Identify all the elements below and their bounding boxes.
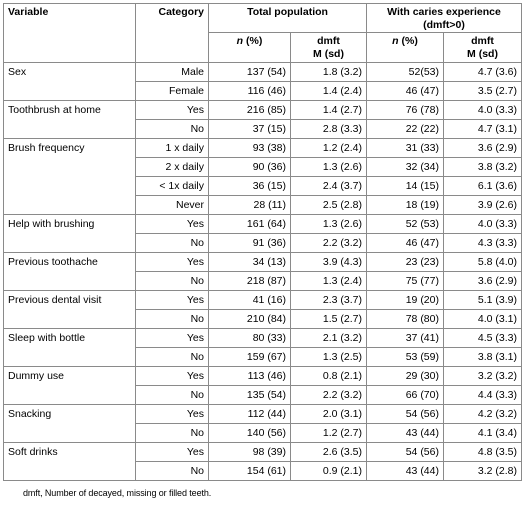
n-caries-cell: 32 (34) xyxy=(367,158,444,177)
category-cell: < 1x daily xyxy=(136,177,209,196)
header-n-total xyxy=(209,33,291,63)
header-total-population: Total population xyxy=(209,4,367,33)
header-n-caries xyxy=(367,33,444,63)
category-cell: Yes xyxy=(136,101,209,120)
table-container xyxy=(3,3,522,498)
dmft-total-cell: 2.4 (3.7) xyxy=(291,177,367,196)
table-row xyxy=(4,367,522,386)
msd-label: M (sd) xyxy=(313,48,344,60)
dmft-label: dmft xyxy=(471,35,494,47)
dmft-caries-cell: 5.1 (3.9) xyxy=(444,291,522,310)
dmft-total-cell: 2.8 (3.3) xyxy=(291,120,367,139)
variable-cell: Sex xyxy=(4,63,136,101)
category-cell: No xyxy=(136,234,209,253)
n-total-cell: 34 (13) xyxy=(209,253,291,272)
table-row xyxy=(4,329,522,348)
table-row xyxy=(4,443,522,462)
n-total-cell: 216 (85) xyxy=(209,101,291,120)
table-header xyxy=(4,4,522,63)
dmft-caries-cell: 4.0 (3.3) xyxy=(444,215,522,234)
data-table xyxy=(3,3,522,481)
n-caries-cell: 52 (53) xyxy=(367,215,444,234)
n-total-cell: 161 (64) xyxy=(209,215,291,234)
variable-cell: Soft drinks xyxy=(4,443,136,481)
dmft-caries-cell: 4.8 (3.5) xyxy=(444,443,522,462)
dmft-total-cell: 1.5 (2.7) xyxy=(291,310,367,329)
header-dmft-caries xyxy=(444,33,522,63)
dmft-caries-cell: 4.1 (3.4) xyxy=(444,424,522,443)
n-caries-cell: 46 (47) xyxy=(367,234,444,253)
dmft-total-cell: 2.6 (3.5) xyxy=(291,443,367,462)
category-cell: 1 x daily xyxy=(136,139,209,158)
n-total-cell: 218 (87) xyxy=(209,272,291,291)
dmft-caries-cell: 3.2 (3.2) xyxy=(444,367,522,386)
n-total-cell: 154 (61) xyxy=(209,462,291,481)
table-row xyxy=(4,63,522,82)
category-cell: No xyxy=(136,424,209,443)
category-cell: No xyxy=(136,310,209,329)
dmft-caries-cell: 4.0 (3.3) xyxy=(444,101,522,120)
n-caries-cell: 78 (80) xyxy=(367,310,444,329)
header-category: Category xyxy=(136,4,209,63)
n-caries-cell: 37 (41) xyxy=(367,329,444,348)
n-caries-cell: 23 (23) xyxy=(367,253,444,272)
table-row xyxy=(4,139,522,158)
dmft-total-cell: 1.3 (2.6) xyxy=(291,158,367,177)
dmft-caries-cell: 3.8 (3.1) xyxy=(444,348,522,367)
dmft-total-cell: 1.4 (2.7) xyxy=(291,101,367,120)
dmft-label: dmft xyxy=(317,35,340,47)
dmft-caries-cell: 3.5 (2.7) xyxy=(444,82,522,101)
header-caries-line2: (dmft>0) xyxy=(423,19,465,31)
dmft-total-cell: 1.4 (2.4) xyxy=(291,82,367,101)
n-total-cell: 90 (36) xyxy=(209,158,291,177)
header-row-1 xyxy=(4,4,522,33)
dmft-caries-cell: 4.5 (3.3) xyxy=(444,329,522,348)
variable-cell: Previous dental visit xyxy=(4,291,136,329)
n-total-cell: 41 (16) xyxy=(209,291,291,310)
variable-cell: Brush frequency xyxy=(4,139,136,215)
header-caries-line1: With caries experience xyxy=(387,6,501,18)
n-total-cell: 37 (15) xyxy=(209,120,291,139)
table-row xyxy=(4,253,522,272)
dmft-total-cell: 1.8 (3.2) xyxy=(291,63,367,82)
n-total-cell: 137 (54) xyxy=(209,63,291,82)
dmft-caries-cell: 4.3 (3.3) xyxy=(444,234,522,253)
n-caries-cell: 43 (44) xyxy=(367,424,444,443)
dmft-total-cell: 1.2 (2.4) xyxy=(291,139,367,158)
n-caries-cell: 76 (78) xyxy=(367,101,444,120)
dmft-total-cell: 2.1 (3.2) xyxy=(291,329,367,348)
n-italic: n xyxy=(236,35,244,47)
category-cell: Female xyxy=(136,82,209,101)
n-caries-cell: 75 (77) xyxy=(367,272,444,291)
n-total-cell: 28 (11) xyxy=(209,196,291,215)
n-caries-cell: 14 (15) xyxy=(367,177,444,196)
n-total-cell: 159 (67) xyxy=(209,348,291,367)
variable-cell: Previous toothache xyxy=(4,253,136,291)
dmft-total-cell: 1.3 (2.4) xyxy=(291,272,367,291)
dmft-caries-cell: 3.6 (2.9) xyxy=(444,139,522,158)
dmft-caries-cell: 6.1 (3.6) xyxy=(444,177,522,196)
n-suffix: (%) xyxy=(398,35,418,47)
dmft-caries-cell: 4.7 (3.1) xyxy=(444,120,522,139)
dmft-total-cell: 0.9 (2.1) xyxy=(291,462,367,481)
dmft-total-cell: 1.3 (2.6) xyxy=(291,215,367,234)
n-total-cell: 135 (54) xyxy=(209,386,291,405)
n-total-cell: 116 (46) xyxy=(209,82,291,101)
n-caries-cell: 18 (19) xyxy=(367,196,444,215)
header-dmft-total xyxy=(291,33,367,63)
n-total-cell: 98 (39) xyxy=(209,443,291,462)
n-total-cell: 140 (56) xyxy=(209,424,291,443)
header-caries-experience xyxy=(367,4,522,33)
dmft-total-cell: 1.2 (2.7) xyxy=(291,424,367,443)
n-caries-cell: 19 (20) xyxy=(367,291,444,310)
n-total-cell: 36 (15) xyxy=(209,177,291,196)
n-caries-cell: 29 (30) xyxy=(367,367,444,386)
table-body xyxy=(4,63,522,481)
variable-cell: Help with brushing xyxy=(4,215,136,253)
table-row xyxy=(4,101,522,120)
dmft-caries-cell: 4.4 (3.3) xyxy=(444,386,522,405)
n-caries-cell: 54 (56) xyxy=(367,405,444,424)
dmft-caries-cell: 5.8 (4.0) xyxy=(444,253,522,272)
category-cell: No xyxy=(136,348,209,367)
table-row xyxy=(4,215,522,234)
dmft-caries-cell: 3.8 (3.2) xyxy=(444,158,522,177)
dmft-total-cell: 2.2 (3.2) xyxy=(291,234,367,253)
dmft-caries-cell: 4.2 (3.2) xyxy=(444,405,522,424)
n-total-cell: 91 (36) xyxy=(209,234,291,253)
n-total-cell: 80 (33) xyxy=(209,329,291,348)
category-cell: No xyxy=(136,386,209,405)
category-cell: Yes xyxy=(136,367,209,386)
n-suffix: (%) xyxy=(243,35,263,47)
dmft-total-cell: 1.3 (2.5) xyxy=(291,348,367,367)
n-caries-cell: 53 (59) xyxy=(367,348,444,367)
category-cell: No xyxy=(136,462,209,481)
category-cell: No xyxy=(136,120,209,139)
dmft-caries-cell: 3.9 (2.6) xyxy=(444,196,522,215)
category-cell: Yes xyxy=(136,253,209,272)
dmft-total-cell: 0.8 (2.1) xyxy=(291,367,367,386)
variable-cell: Toothbrush at home xyxy=(4,101,136,139)
header-variable: Variable xyxy=(4,4,136,63)
n-italic: n xyxy=(392,35,399,47)
dmft-caries-cell: 3.6 (2.9) xyxy=(444,272,522,291)
category-cell: 2 x daily xyxy=(136,158,209,177)
variable-cell: Dummy use xyxy=(4,367,136,405)
dmft-total-cell: 2.0 (3.1) xyxy=(291,405,367,424)
table-row xyxy=(4,291,522,310)
n-total-cell: 210 (84) xyxy=(209,310,291,329)
n-caries-cell: 54 (56) xyxy=(367,443,444,462)
n-caries-cell: 31 (33) xyxy=(367,139,444,158)
category-cell: Yes xyxy=(136,405,209,424)
variable-cell: Snacking xyxy=(4,405,136,443)
variable-cell: Sleep with bottle xyxy=(4,329,136,367)
dmft-total-cell: 2.2 (3.2) xyxy=(291,386,367,405)
category-cell: Yes xyxy=(136,443,209,462)
dmft-caries-cell: 4.7 (3.6) xyxy=(444,63,522,82)
n-total-cell: 113 (46) xyxy=(209,367,291,386)
category-cell: No xyxy=(136,272,209,291)
category-cell: Male xyxy=(136,63,209,82)
category-cell: Never xyxy=(136,196,209,215)
dmft-caries-cell: 3.2 (2.8) xyxy=(444,462,522,481)
n-caries-cell: 46 (47) xyxy=(367,82,444,101)
category-cell: Yes xyxy=(136,291,209,310)
n-caries-cell: 43 (44) xyxy=(367,462,444,481)
n-caries-cell: 66 (70) xyxy=(367,386,444,405)
footnote: dmft, Number of decayed, missing or filled teeth. xyxy=(23,488,212,498)
dmft-total-cell: 3.9 (4.3) xyxy=(291,253,367,272)
dmft-total-cell: 2.5 (2.8) xyxy=(291,196,367,215)
msd-label: M (sd) xyxy=(467,48,498,60)
n-caries-cell: 22 (22) xyxy=(367,120,444,139)
category-cell: Yes xyxy=(136,215,209,234)
dmft-caries-cell: 4.0 (3.1) xyxy=(444,310,522,329)
category-cell: Yes xyxy=(136,329,209,348)
n-total-cell: 112 (44) xyxy=(209,405,291,424)
n-total-cell: 93 (38) xyxy=(209,139,291,158)
n-caries-cell: 52(53) xyxy=(367,63,444,82)
dmft-total-cell: 2.3 (3.7) xyxy=(291,291,367,310)
table-row xyxy=(4,405,522,424)
